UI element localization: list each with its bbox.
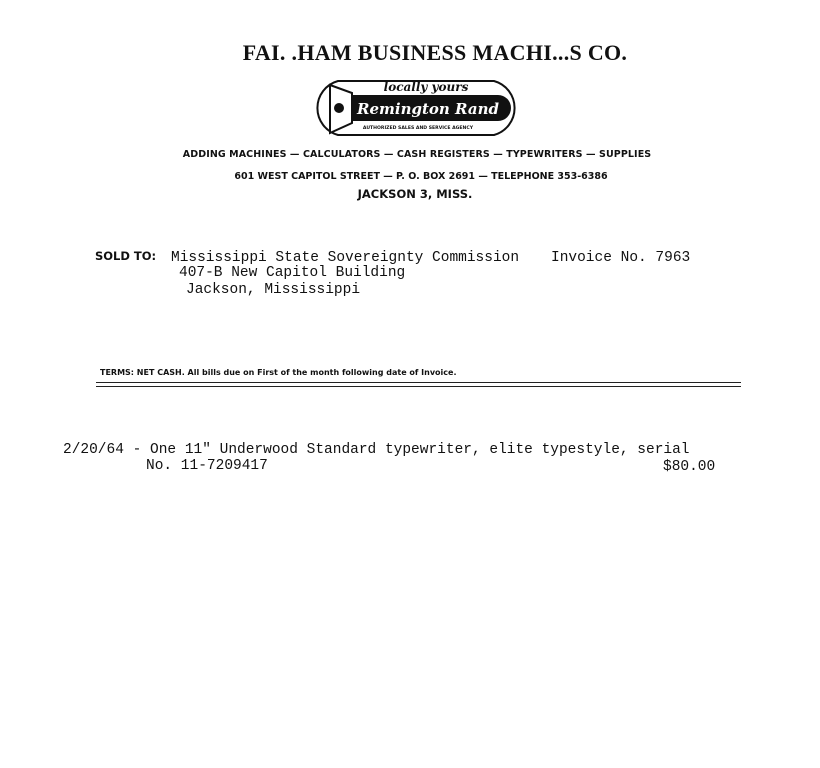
logo-tagline: locally yours xyxy=(383,80,469,94)
payment-terms: TERMS: NET CASH. All bills due on First of the month following date of Invoice. xyxy=(100,368,457,377)
buyer-address-line: 407-B New Capitol Building xyxy=(179,265,406,281)
line-item-description: 2/20/64 - One 11" Underwood Standard typewriter, elite typestyle, serial xyxy=(63,442,690,458)
logo-agency: AUTHORIZED SALES AND SERVICE AGENCY xyxy=(362,126,474,131)
divider-rule xyxy=(96,382,741,383)
line-item-amount: $80.00 xyxy=(663,459,716,475)
city-line: JACKSON 3, MISS. xyxy=(357,187,473,201)
logo-brand: Remington Rand xyxy=(357,100,499,118)
buyer-city-line: Jackson, Mississippi xyxy=(186,282,361,298)
sold-to-label: SOLD TO: xyxy=(95,249,157,263)
line-item-serial: No. 11-7209417 xyxy=(146,458,268,474)
buyer-name: Mississippi State Sovereignty Commission xyxy=(171,250,520,266)
company-name: FAI. .HAM BUSINESS MACHI...S CO. xyxy=(242,40,628,65)
remington-rand-logo xyxy=(308,77,524,139)
invoice-number: Invoice No. 7963 xyxy=(551,250,691,266)
address-line: 601 WEST CAPITOL STREET — P. O. BOX 2691 — TELEPHONE 353-6386 xyxy=(234,171,608,182)
divider-rule xyxy=(96,386,741,387)
services-line: ADDING MACHINES — CALCULATORS — CASH REGISTERS — TYPEWRITERS — SUPPLIES xyxy=(182,149,652,160)
